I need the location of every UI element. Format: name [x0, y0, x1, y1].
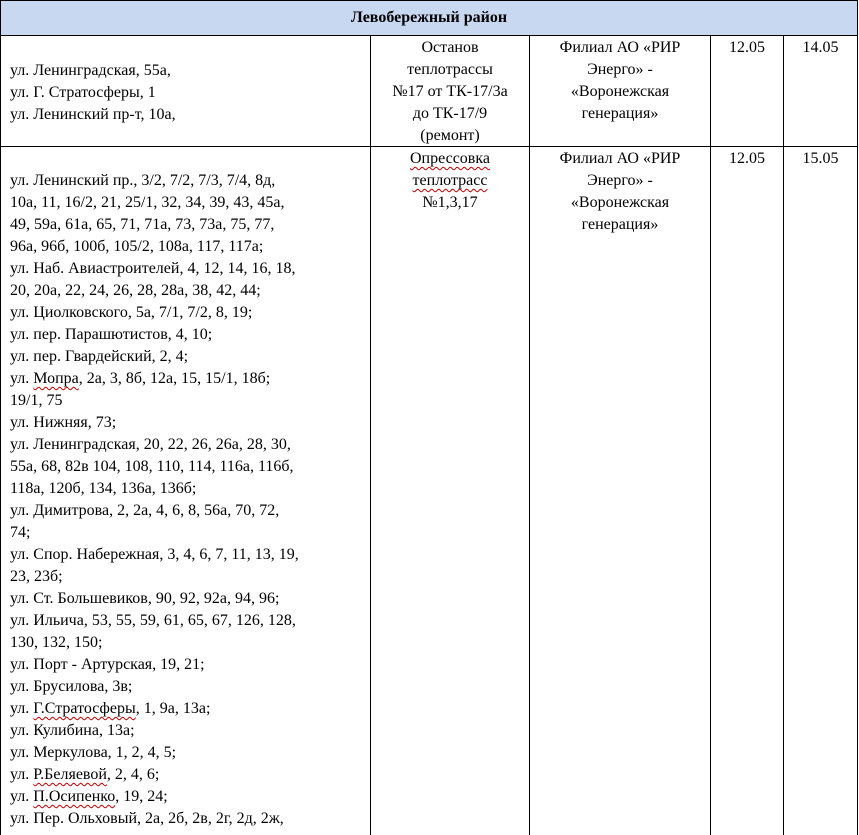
address-line: 55а, 68, 82в 104, 108, 110, 114, 116а, 116б,: [10, 458, 294, 475]
address-line: ул. Порт - Артурская, 19, 21;: [10, 656, 205, 673]
reason-line: №17 от ТК-17/3а: [392, 83, 508, 100]
address-line: 74;: [10, 524, 31, 541]
org-line: «Воронежская: [570, 194, 670, 211]
reason-line: теплотрассы: [407, 61, 493, 78]
row-1-reason: [371, 37, 529, 147]
district-title: Левобережный район: [350, 9, 508, 26]
reason-line: Опрессовка: [409, 150, 490, 167]
address-line: ул. Пер. Ольховый, 2а, 2б, 2в, 2г, 2д, 2ж,: [10, 810, 284, 827]
address-line: ул. Ленинградская, 55а,: [10, 62, 171, 79]
address-line: 10а, 11, 16/2, 21, 25/1, 32, 34, 39, 43, 45а,: [10, 194, 285, 211]
row-2-start-date: 12.05: [729, 150, 765, 167]
reason-line: до ТК-17/9: [412, 105, 488, 122]
reason-line: теплотрасс: [412, 172, 488, 189]
org-line: генерация»: [581, 216, 659, 233]
address-line: ул. Г. Стратосферы, 1: [10, 84, 156, 101]
address-line: ул. Г.Стратосферы, 1, 9а, 13а;: [10, 700, 211, 717]
address-line: 49, 59а, 61а, 65, 71, 71а, 73, 73а, 75, 77,: [10, 216, 275, 233]
row-2-end-date: 15.05: [802, 150, 839, 167]
address-line: ул. Р.Беляевой, 2, 4, 6;: [10, 766, 160, 783]
address-line: ул. Ильича, 53, 55, 59, 61, 65, 67, 126, 128,: [10, 612, 296, 629]
address-line: 118а, 120б, 134, 136а, 136б;: [10, 480, 197, 497]
address-line: ул. Ленинский пр., 3/2, 7/2, 7/3, 7/4, 8д,: [10, 172, 276, 189]
address-line: ул. Спор. Набережная, 3, 4, 6, 7, 11, 13, 19,: [10, 546, 299, 563]
org-line: Филиал АО «РИР: [559, 150, 681, 167]
reason-line: №1,3,17: [422, 194, 478, 211]
row-1-organization: [530, 37, 710, 125]
address-line: ул. Циолковского, 5а, 7/1, 7/2, 8, 19;: [10, 304, 253, 321]
district-header: [0, 0, 858, 36]
org-line: «Воронежская: [570, 83, 670, 100]
org-line: генерация»: [581, 105, 659, 122]
address-line: ул. Наб. Авиастроителей, 4, 12, 14, 16, 18,: [10, 260, 296, 277]
row-2-addresses: [1, 170, 369, 830]
border-right: [857, 35, 858, 835]
address-line: ул. Ленинский пр-т, 10а,: [10, 106, 176, 123]
address-line: ул. пер. Гвардейский, 2, 4;: [10, 348, 189, 365]
org-line: Энерго» -: [587, 61, 653, 78]
org-line: Филиал АО «РИР: [559, 39, 681, 56]
address-line: ул. пер. Парашютистов, 4, 10;: [10, 326, 213, 343]
table-body: [0, 35, 858, 835]
row-1-start-date: 12.05: [729, 39, 765, 56]
address-line: 19/1, 75: [10, 392, 63, 409]
reason-line: (ремонт): [420, 127, 480, 144]
address-line: ул. Димитрова, 2, 2а, 4, 6, 8, 56а, 70, 72,: [10, 502, 280, 519]
address-line: ул. Ленинградская, 20, 22, 26, 26а, 28, 30,: [10, 436, 291, 453]
address-line: ул. Кулибина, 13а;: [10, 722, 135, 739]
reason-line: Останов: [421, 39, 479, 56]
row-1-addresses: [1, 60, 369, 126]
address-line: 23, 23б;: [10, 568, 63, 585]
address-line: ул. Ст. Большевиков, 90, 92, 92а, 94, 96;: [10, 590, 280, 607]
row-2-organization: [530, 148, 710, 236]
address-line: 96а, 96б, 100б, 105/2, 108а, 117, 117а;: [10, 238, 264, 255]
row-1-end-date: 14.05: [802, 39, 839, 56]
address-line: ул. П.Осипенко, 19, 24;: [10, 788, 168, 805]
address-line: ул. Брусилова, 3в;: [10, 678, 133, 695]
address-line: ул. Мопра, 2а, 3, 8б, 12а, 15, 15/1, 18б;: [10, 370, 271, 387]
org-line: Энерго» -: [587, 172, 653, 189]
address-line: ул. Меркулова, 1, 2, 4, 5;: [10, 744, 177, 761]
address-line: 130, 132, 150;: [10, 634, 103, 651]
address-line: 20, 20а, 22, 24, 26, 28, 28а, 38, 42, 44;: [10, 282, 261, 299]
address-line: ул. Нижняя, 73;: [10, 414, 117, 431]
row-2-reason: [371, 148, 529, 214]
